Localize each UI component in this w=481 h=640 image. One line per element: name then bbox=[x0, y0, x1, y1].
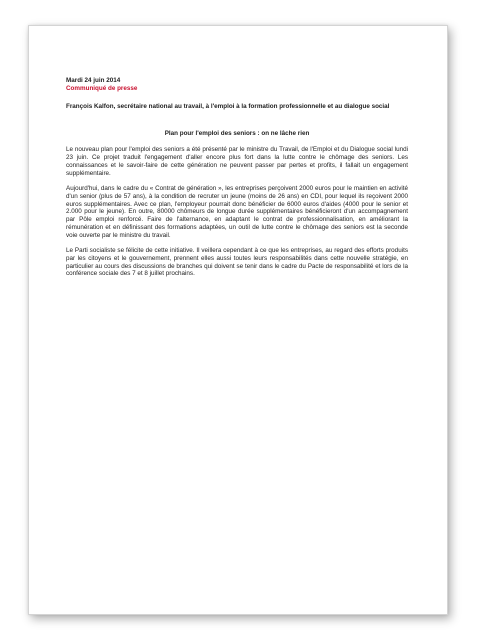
release-type-label: Communiqué de presse bbox=[66, 84, 138, 92]
release-date: Mardi 24 juin 2014 bbox=[66, 77, 121, 84]
document-page bbox=[28, 25, 448, 615]
paragraph-intro: Le nouveau plan pour l'emploi des seniors a été présenté par le ministre du Travail, de l'Emploi et du Dialogue social lundi 23 juin. Ce projet traduit l'engagement d'aller encore plus fort dans la lutte contre le chômage des seniors. Les connaissances et le savoir-faire de cette génération ne peuvent passer par pertes et profits, il fallait un engagement supplémentaire. bbox=[66, 146, 408, 178]
paragraph-conclusion: Le Parti socialiste se félicite de cette initiative. Il veillera cependant à ce que les entreprises, au regard des efforts produits par les citoyens et le gouvernement, prennent elles aussi toutes leurs responsabilités dans cette nouvelle stratégie, en particulier au cours des discussions de branches qui doivent se tenir dans le cadre du Pacte de responsabilité et lors de la conférence sociale des 7 et 8 juillet prochains. bbox=[66, 246, 408, 278]
document-body bbox=[66, 77, 408, 285]
paragraph-details: Aujourd'hui, dans le cadre du « Contrat de génération », les entreprises perçoivent 2000 euros pour le maintien en activité d'un senior (plus de 57 ans), à la condition de recruter un jeune (moins de 26 ans) en CDI, pour lequel ils reçoivent 2000 euros supplémentaires. Avec ce plan, l'employeur pourrait donc bénéficier de 6000 euros d'aides (4000 pour le senior et 2.000 pour le jeune). En outre, 80000 chômeurs de longue durée supplémentaires bénéficieront d'un accompagnement par Pôle emploi renforcé. Faire de l'alternance, en adaptant le contrat de professionnalisation, en améliorant la rémunération et en définissant des formations adaptées, un outil de lutte contre le chômage des seniors est la seconde voie ouverte par le ministre du travail. bbox=[66, 184, 408, 240]
headline: Plan pour l'emploi des seniors : on ne lâche rien bbox=[164, 129, 310, 137]
author-line: François Kalfon, secrétaire national au travail, à l'emploi à la formation professionnelle et au dialogue social bbox=[66, 102, 390, 110]
